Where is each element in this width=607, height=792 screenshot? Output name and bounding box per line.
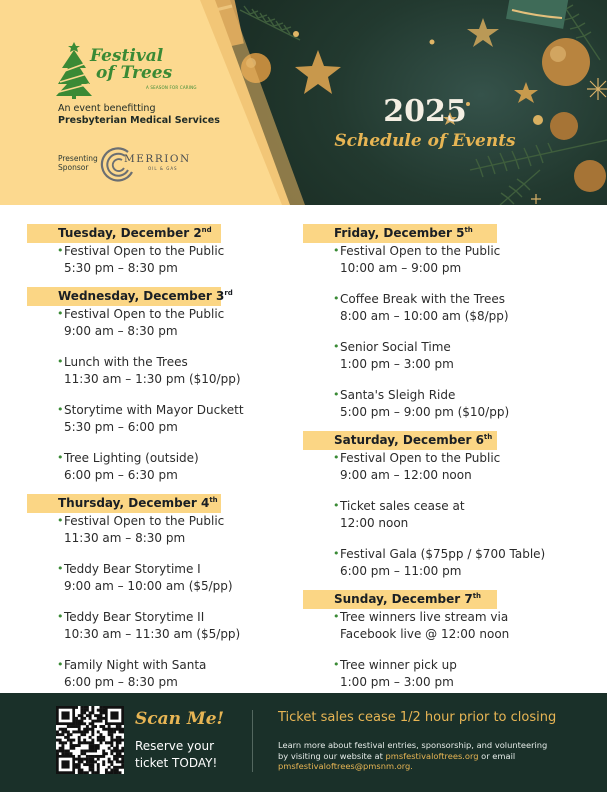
website-link[interactable]: pmsfestivaloftrees.org [385,750,479,761]
event-time: 9:00 am – 8:30 pm [64,323,178,338]
bullet-icon: • [333,658,340,671]
schedule-event [303,387,573,420]
event-name: Family Night with Santa [64,658,207,672]
event-name: Tree Lighting (outside) [64,451,199,465]
event-time: 6:00 pm – 6:30 pm [64,467,178,482]
reserve-ticket-text [135,738,217,772]
sponsor-subtitle: OIL & GAS [148,166,178,171]
presenting-line2: Sponsor [58,163,89,172]
day-section [303,429,573,579]
festival-of-trees-logo [54,38,214,100]
bullet-icon: • [57,610,64,623]
schedule-event [27,450,287,483]
bullet-icon: • [57,403,64,416]
schedule-event [303,609,573,642]
schedule-event [27,561,287,594]
schedule-title: Schedule of Events [334,131,516,151]
bullet-icon: • [57,562,64,575]
event-time: 9:00 am – 10:00 am ($5/pp) [64,578,233,593]
bullet-icon: • [57,514,64,527]
day-heading-text: Saturday, December 6 [334,433,484,447]
event-name: Storytime with Mayor Duckett [64,403,244,417]
schedule-event [27,306,287,339]
day-ordinal-suffix: th [209,496,218,504]
event-time: Facebook live @ 12:00 noon [340,626,510,641]
day-heading [303,431,497,450]
schedule-event [303,291,573,324]
day-section [303,222,573,420]
event-time: 10:00 am – 9:00 pm [340,260,462,275]
email-prefix: or email [481,750,516,761]
event-time: 1:00 pm – 3:00 pm [340,356,454,371]
sponsor-name: MERRION [124,153,191,165]
event-name: Festival Open to the Public [340,451,501,465]
bullet-icon: • [57,658,64,671]
schedule-event [27,243,287,276]
schedule-event [27,402,287,435]
day-ordinal-suffix: nd [201,226,212,234]
header-banner [0,0,607,205]
bullet-icon: • [333,388,340,401]
day-ordinal-suffix: th [472,592,482,600]
event-time: 6:00 pm – 8:30 pm [64,674,178,689]
event-name: Teddy Bear Storytime I [64,562,201,576]
bullet-icon: • [333,451,340,464]
star-gold [295,50,341,94]
reserve-line2: ticket TODAY! [135,756,218,770]
bullet-icon: • [333,547,340,560]
day-section [303,588,573,690]
presenting-line1: Presenting [58,154,98,163]
bullet-icon: • [333,340,340,353]
reserve-line1: Reserve your [135,739,215,753]
bullet-icon: • [333,244,340,257]
schedule-left-column [27,222,287,690]
schedule-event [27,354,287,387]
event-time: 5:30 pm – 8:30 pm [64,260,178,275]
day-heading [27,494,221,513]
schedule-event [303,339,573,372]
day-section [27,492,287,690]
event-name: Festival Open to the Public [64,514,225,528]
event-name: Ticket sales cease at [340,499,465,513]
event-time: 5:30 pm – 6:00 pm [64,419,178,434]
benefit-line1: An event benefitting [58,103,156,114]
event-name: Coffee Break with the Trees [340,292,506,306]
event-time: 5:00 pm – 9:00 pm ($10/pp) [340,404,510,419]
footer-divider [252,710,253,772]
day-heading [27,287,233,306]
event-time: 9:00 am – 12:00 noon [340,467,472,482]
day-section [27,285,287,483]
event-time: 11:30 am – 8:30 pm [64,530,186,545]
bullet-icon: • [57,307,64,320]
event-name: Lunch with the Trees [64,355,188,369]
bullet-icon: • [57,451,64,464]
event-name: Santa's Sleigh Ride [340,388,456,402]
schedule-event [303,498,573,531]
event-time: 12:00 noon [340,515,409,530]
event-time: 10:30 am – 11:30 am ($5/pp) [64,626,241,641]
day-heading [27,224,221,243]
scan-me-heading: Scan Me! [135,709,225,729]
event-time: 8:00 am – 10:00 am ($8/pp) [340,308,509,323]
presenting-sponsor-label [58,154,98,172]
day-ordinal-suffix: th [464,226,473,234]
day-heading [303,590,497,609]
email-suffix: . [410,761,413,772]
schedule-event [27,609,287,642]
benefit-org-name: Presbyterian Medical Services [58,115,220,126]
ornament-bottom [574,160,606,192]
logo-name-line2: of Trees [96,63,173,83]
day-heading-text: Wednesday, December 3 [58,289,225,303]
event-time: 11:30 am – 1:30 pm ($10/pp) [64,371,241,386]
day-heading [303,224,497,243]
day-heading-text: Thursday, December 4 [58,496,210,510]
day-section [27,222,287,276]
schedule-event [27,657,287,690]
day-ordinal-suffix: th [483,433,493,441]
ornament-small [550,112,578,140]
day-heading-text: Friday, December 5 [334,226,465,240]
schedule-event [303,243,573,276]
event-name: Senior Social Time [340,340,451,354]
event-time: 6:00 pm – 11:00 pm [340,563,462,578]
bullet-icon: • [57,244,64,257]
tree-icon [54,38,94,100]
ticket-cease-note: Ticket sales cease 1/2 hour prior to closing [278,710,557,725]
event-name: Tree winner pick up [340,658,457,672]
day-heading-text: Sunday, December 7 [334,592,473,606]
learn-more-text [278,740,553,772]
benefit-text [58,103,220,127]
day-ordinal-suffix: rd [224,289,233,297]
day-heading-text: Tuesday, December 2 [58,226,202,240]
logo-wordmark [90,48,172,82]
bullet-icon: • [57,355,64,368]
email-link[interactable]: pmsfestivaloftrees@pmsnm.org [278,761,411,772]
qr-code[interactable] [56,706,124,774]
schedule-event [303,546,573,579]
learn-more-body: Learn more about festival entries, sponsorship, and volunteering by visiting our website at [278,740,548,761]
event-name: Festival Gala ($75pp / $700 Table) [340,547,546,561]
event-name: Festival Open to the Public [64,307,225,321]
event-name: Tree winners live stream via [340,610,509,624]
bullet-icon: • [333,610,340,623]
logo-tagline: A SEASON FOR CARING [146,85,197,90]
logo-name-line1: Festival [90,46,164,66]
schedule-event [303,657,573,690]
event-name: Teddy Bear Storytime II [64,610,205,624]
schedule-event [27,513,287,546]
bullet-icon: • [333,292,340,305]
schedule-right-column [303,222,573,690]
event-year: 2025 [383,94,467,129]
bullet-icon: • [333,499,340,512]
ornament-gold-large [542,38,590,86]
event-name: Festival Open to the Public [64,244,225,258]
schedule-event [303,450,573,483]
event-name: Festival Open to the Public [340,244,501,258]
event-time: 1:00 pm – 3:00 pm [340,674,454,689]
